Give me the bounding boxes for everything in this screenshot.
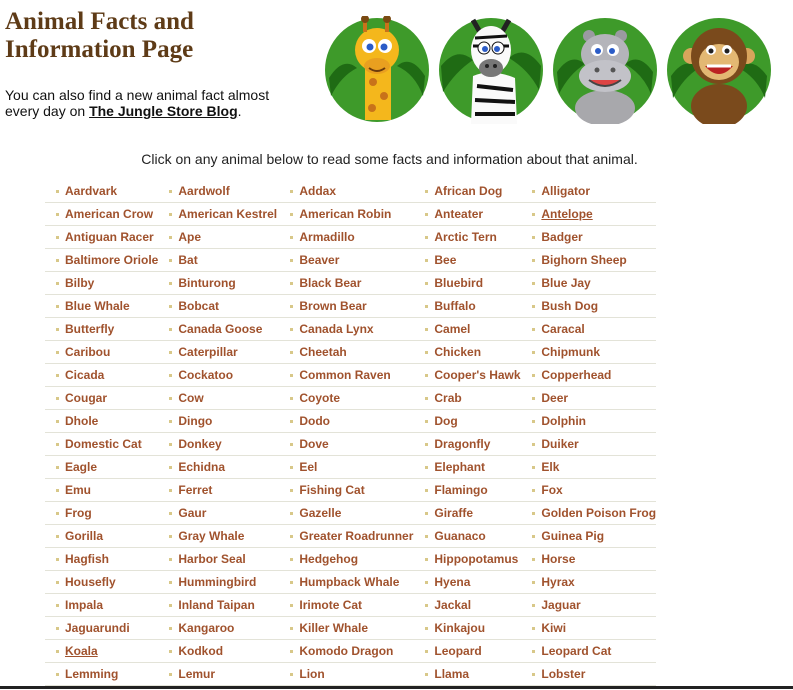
animal-list-item	[158, 180, 279, 203]
animal-link[interactable]: Dolphin	[541, 414, 587, 428]
animal-list-item	[521, 663, 656, 686]
animal-link[interactable]: Gaur	[178, 506, 207, 520]
animal-list-item	[414, 594, 521, 617]
animal-link[interactable]: Koala	[65, 644, 98, 658]
animal-link[interactable]: American Crow	[65, 207, 154, 221]
animal-link[interactable]: Cougar	[65, 391, 107, 405]
animal-list-item	[521, 364, 656, 387]
animal-list-item	[414, 433, 521, 456]
animal-link[interactable]: Jaguarundi	[65, 621, 130, 635]
animal-link[interactable]: Lobster	[541, 667, 586, 681]
animal-list-item	[45, 203, 158, 226]
animal-list-item	[414, 410, 521, 433]
animal-link[interactable]: Addax	[299, 184, 337, 198]
animal-link[interactable]: Cheetah	[299, 345, 347, 359]
animal-link[interactable]: Emu	[65, 483, 92, 497]
animal-row	[45, 226, 656, 249]
animal-link[interactable]: Brown Bear	[299, 299, 367, 313]
animal-list-item	[279, 387, 414, 410]
animal-link[interactable]: Armadillo	[299, 230, 355, 244]
animal-list-item	[279, 456, 414, 479]
animal-list-item	[279, 502, 414, 525]
animal-link[interactable]: Inland Taipan	[178, 598, 255, 612]
animal-link[interactable]: Bush Dog	[541, 299, 599, 313]
animal-list-item	[158, 433, 279, 456]
animal-link[interactable]: Donkey	[178, 437, 222, 451]
animal-row	[45, 640, 656, 663]
animal-list-item	[414, 525, 521, 548]
animal-list-item	[279, 249, 414, 272]
animal-list-item	[521, 203, 656, 226]
animal-list-item	[158, 663, 279, 686]
animal-list-item	[45, 295, 158, 318]
animal-row	[45, 502, 656, 525]
animal-link[interactable]: Dove	[299, 437, 329, 451]
animal-link[interactable]: Impala	[65, 598, 104, 612]
animal-link[interactable]: Blue Jay	[541, 276, 591, 290]
animal-list-item	[279, 617, 414, 640]
animal-list-item	[521, 226, 656, 249]
animal-link[interactable]: African Dog	[434, 184, 503, 198]
animal-list-item	[158, 410, 279, 433]
animal-list-item	[45, 548, 158, 571]
animal-list-item	[45, 640, 158, 663]
animal-link[interactable]: Aardvark	[65, 184, 118, 198]
animal-link[interactable]: Cow	[178, 391, 204, 405]
animal-link[interactable]: Buffalo	[434, 299, 476, 313]
animal-list-item	[521, 640, 656, 663]
animal-row	[45, 548, 656, 571]
animal-list-item	[45, 456, 158, 479]
animal-list-item	[521, 272, 656, 295]
animal-row	[45, 456, 656, 479]
animal-link[interactable]: Echidna	[178, 460, 226, 474]
animal-row	[45, 203, 656, 226]
animal-list-item	[414, 479, 521, 502]
animal-link[interactable]: Black Bear	[299, 276, 362, 290]
giraffe-cartoon-image	[323, 16, 431, 124]
animal-list-item	[45, 226, 158, 249]
animal-row	[45, 318, 656, 341]
animal-link[interactable]: Greater Roadrunner	[299, 529, 414, 543]
animal-row	[45, 571, 656, 594]
animal-row	[45, 594, 656, 617]
animal-list-item	[158, 295, 279, 318]
animal-row	[45, 410, 656, 433]
animal-list-item	[279, 479, 414, 502]
animal-link[interactable]: Bobcat	[178, 299, 220, 313]
animal-list-item	[279, 640, 414, 663]
animal-link[interactable]: Gray Whale	[178, 529, 245, 543]
animal-list-item	[45, 180, 158, 203]
animal-link[interactable]: Housefly	[65, 575, 116, 589]
animal-list-item	[158, 617, 279, 640]
animal-link[interactable]: Eagle	[65, 460, 98, 474]
animal-list-item	[521, 525, 656, 548]
animal-list-item	[279, 318, 414, 341]
animal-link[interactable]: Gorilla	[65, 529, 104, 543]
animal-list-item	[45, 663, 158, 686]
animal-list-item	[45, 341, 158, 364]
animal-row	[45, 364, 656, 387]
animal-list-item	[414, 548, 521, 571]
animal-list-item	[521, 180, 656, 203]
animal-link[interactable]: Ape	[178, 230, 202, 244]
animal-list-item	[279, 203, 414, 226]
animal-list-item	[158, 341, 279, 364]
animal-link[interactable]: Kangaroo	[178, 621, 235, 635]
animal-link[interactable]: Lemur	[178, 667, 216, 681]
animal-link[interactable]: Caribou	[65, 345, 111, 359]
animal-link[interactable]: Humpback Whale	[299, 575, 400, 589]
animal-link[interactable]: Elk	[541, 460, 560, 474]
animal-link[interactable]: Bee	[434, 253, 457, 267]
animal-list-item	[414, 456, 521, 479]
animal-list-item	[521, 249, 656, 272]
animal-link[interactable]: Cooper's Hawk	[434, 368, 521, 382]
animal-list-item	[414, 295, 521, 318]
animal-link[interactable]: Horse	[541, 552, 576, 566]
animal-link[interactable]: Chipmunk	[541, 345, 601, 359]
animal-list-item	[521, 410, 656, 433]
animal-row	[45, 617, 656, 640]
animal-row	[45, 295, 656, 318]
animal-link[interactable]: Hippopotamus	[434, 552, 519, 566]
animal-list-item	[158, 249, 279, 272]
animal-list-item	[414, 249, 521, 272]
animal-link[interactable]: Komodo Dragon	[299, 644, 394, 658]
animal-list-item	[521, 387, 656, 410]
animal-list-item	[45, 502, 158, 525]
animal-link[interactable]: Canada Lynx	[299, 322, 374, 336]
animal-list-item	[414, 663, 521, 686]
animal-list-item	[414, 502, 521, 525]
animal-link[interactable]: Dingo	[178, 414, 213, 428]
animal-list-item	[158, 226, 279, 249]
animal-list-item	[414, 318, 521, 341]
animal-link[interactable]: American Kestrel	[178, 207, 278, 221]
animal-link[interactable]: American Robin	[299, 207, 392, 221]
animal-link[interactable]: Gazelle	[299, 506, 342, 520]
animal-link[interactable]: Elephant	[434, 460, 486, 474]
animal-list-item	[521, 341, 656, 364]
animal-link[interactable]: Bighorn Sheep	[541, 253, 627, 267]
animal-link[interactable]: Kodkod	[178, 644, 224, 658]
animal-link[interactable]: Arctic Tern	[434, 230, 497, 244]
animal-list-item	[158, 571, 279, 594]
animal-list-item	[414, 640, 521, 663]
animal-list-item	[158, 640, 279, 663]
animal-link[interactable]: Fox	[541, 483, 563, 497]
animal-row	[45, 525, 656, 548]
animal-link[interactable]: Caterpillar	[178, 345, 238, 359]
animal-list-item	[158, 479, 279, 502]
animal-link[interactable]: Antelope	[541, 207, 593, 221]
animal-row	[45, 272, 656, 295]
animal-list-item	[45, 433, 158, 456]
animal-list-item	[521, 479, 656, 502]
animal-list-item	[279, 525, 414, 548]
animal-link[interactable]: Hummingbird	[178, 575, 257, 589]
animal-list-item	[158, 502, 279, 525]
animal-link[interactable]: Hagfish	[65, 552, 110, 566]
animal-list-item	[45, 249, 158, 272]
animal-list-item	[414, 341, 521, 364]
animal-link[interactable]: Giraffe	[434, 506, 474, 520]
animal-list-item	[158, 364, 279, 387]
animal-list-item	[279, 364, 414, 387]
animal-link[interactable]: Common Raven	[299, 368, 391, 382]
animal-list-item	[521, 502, 656, 525]
animal-list-item	[45, 617, 158, 640]
animal-link[interactable]: Bat	[178, 253, 198, 267]
animal-list-item	[414, 364, 521, 387]
animal-list-item	[521, 548, 656, 571]
animal-link[interactable]: Jaguar	[541, 598, 581, 612]
animal-list-item	[158, 387, 279, 410]
animal-list-item	[279, 433, 414, 456]
animal-list-item	[45, 571, 158, 594]
animal-list-item	[158, 594, 279, 617]
animal-link[interactable]: Blue Whale	[65, 299, 130, 313]
animal-list-item	[45, 594, 158, 617]
animal-link[interactable]: Golden Poison Frog	[541, 506, 657, 520]
animal-link[interactable]: Leopard Cat	[541, 644, 612, 658]
animal-link[interactable]: Dog	[434, 414, 458, 428]
instructions-text: Click on any animal below to read some facts and information about that animal.	[141, 151, 638, 167]
zebra-cartoon-image	[437, 16, 545, 124]
animal-link[interactable]: Alligator	[541, 184, 591, 198]
animal-list-item	[279, 594, 414, 617]
animal-list-item	[45, 387, 158, 410]
animal-list-item	[158, 318, 279, 341]
animal-link[interactable]: Crab	[434, 391, 462, 405]
animal-link[interactable]: Butterfly	[65, 322, 115, 336]
animal-link[interactable]: Chicken	[434, 345, 482, 359]
animal-list-item	[158, 548, 279, 571]
animal-link[interactable]: Hyrax	[541, 575, 575, 589]
animal-link[interactable]: Dhole	[65, 414, 99, 428]
animal-link[interactable]: Cockatoo	[178, 368, 234, 382]
animal-list-item	[521, 594, 656, 617]
animal-list-item	[158, 456, 279, 479]
animal-link[interactable]: Llama	[434, 667, 470, 681]
animal-list-item	[279, 410, 414, 433]
animal-link[interactable]: Copperhead	[541, 368, 612, 382]
animal-row	[45, 180, 656, 203]
animal-list-item	[521, 295, 656, 318]
animal-link[interactable]: Killer Whale	[299, 621, 369, 635]
animal-link[interactable]: Baltimore Oriole	[65, 253, 159, 267]
animal-link[interactable]: Anteater	[434, 207, 484, 221]
animal-list-item	[45, 364, 158, 387]
animal-link[interactable]: Eel	[299, 460, 318, 474]
animal-list-item	[279, 295, 414, 318]
cartoon-animals-banner	[323, 4, 775, 134]
animal-link[interactable]: Lion	[299, 667, 325, 681]
hippo-cartoon-image	[551, 16, 659, 124]
intro-text: You can also find a new animal fact almost every day on The Jungle Store Blog.	[5, 87, 270, 119]
animal-row	[45, 479, 656, 502]
animal-link[interactable]: Coyote	[299, 391, 341, 405]
animal-link[interactable]: Camel	[434, 322, 471, 336]
animal-link[interactable]: Dragonfly	[434, 437, 491, 451]
animal-list-item	[279, 272, 414, 295]
animal-list-item	[521, 433, 656, 456]
animal-list-item	[45, 479, 158, 502]
animal-link[interactable]: Badger	[541, 230, 583, 244]
animal-list-item	[414, 180, 521, 203]
animal-link[interactable]: Flamingo	[434, 483, 488, 497]
monkey-cartoon-image	[665, 16, 773, 124]
animal-link[interactable]: Bilby	[65, 276, 95, 290]
animal-link[interactable]: Bluebird	[434, 276, 484, 290]
animal-link[interactable]: Cicada	[65, 368, 105, 382]
blog-link[interactable]: The Jungle Store Blog	[89, 103, 238, 119]
animal-list-item	[158, 272, 279, 295]
animal-link[interactable]: Guinea Pig	[541, 529, 605, 543]
animal-link[interactable]: Duiker	[541, 437, 579, 451]
animal-link[interactable]: Irimote Cat	[299, 598, 363, 612]
animal-list-item	[414, 203, 521, 226]
animal-link[interactable]: Kiwi	[541, 621, 567, 635]
animal-link[interactable]: Caracal	[541, 322, 585, 336]
animal-list-item	[521, 456, 656, 479]
animal-list-item	[45, 318, 158, 341]
animal-link[interactable]: Ferret	[178, 483, 213, 497]
animal-list-item	[279, 571, 414, 594]
animal-link[interactable]: Deer	[541, 391, 569, 405]
animal-link[interactable]: Leopard	[434, 644, 482, 658]
animal-link[interactable]: Hedgehog	[299, 552, 359, 566]
animal-row	[45, 341, 656, 364]
animal-list-item	[521, 318, 656, 341]
animal-link[interactable]: Aardwolf	[178, 184, 230, 198]
animal-link[interactable]: Binturong	[178, 276, 236, 290]
animal-list-item	[521, 617, 656, 640]
animal-list-item	[414, 272, 521, 295]
animal-link[interactable]: Kinkajou	[434, 621, 486, 635]
animal-link[interactable]: Hyena	[434, 575, 471, 589]
animal-link[interactable]: Jackal	[434, 598, 472, 612]
animal-list-item	[158, 203, 279, 226]
animal-row	[45, 249, 656, 272]
animal-list-item	[521, 571, 656, 594]
animal-list-item	[279, 226, 414, 249]
animal-list-item	[45, 272, 158, 295]
animal-row	[45, 433, 656, 456]
animal-link[interactable]: Dodo	[299, 414, 331, 428]
animal-link[interactable]: Canada Goose	[178, 322, 263, 336]
animal-list-item	[279, 663, 414, 686]
bottom-divider	[0, 686, 793, 689]
animal-link[interactable]: Frog	[65, 506, 92, 520]
animal-list-item	[279, 180, 414, 203]
animal-list-item	[414, 226, 521, 249]
animal-list-item	[158, 525, 279, 548]
animal-link[interactable]: Guanaco	[434, 529, 486, 543]
animal-list-item	[414, 387, 521, 410]
animal-row	[45, 663, 656, 686]
animal-list-item	[414, 571, 521, 594]
animal-link[interactable]: Fishing Cat	[299, 483, 365, 497]
animal-link[interactable]: Domestic Cat	[65, 437, 142, 451]
animal-list-item	[414, 617, 521, 640]
animal-list-item	[45, 410, 158, 433]
animal-link[interactable]: Beaver	[299, 253, 340, 267]
animal-row	[45, 387, 656, 410]
animal-list-item	[45, 525, 158, 548]
animal-link[interactable]: Lemming	[65, 667, 119, 681]
animal-list-item	[279, 341, 414, 364]
page-title: Animal Facts and Information Page	[5, 8, 194, 63]
animal-link[interactable]: Harbor Seal	[178, 552, 246, 566]
animal-list-item	[279, 548, 414, 571]
animal-list	[45, 180, 656, 686]
animal-link[interactable]: Antiguan Racer	[65, 230, 154, 244]
